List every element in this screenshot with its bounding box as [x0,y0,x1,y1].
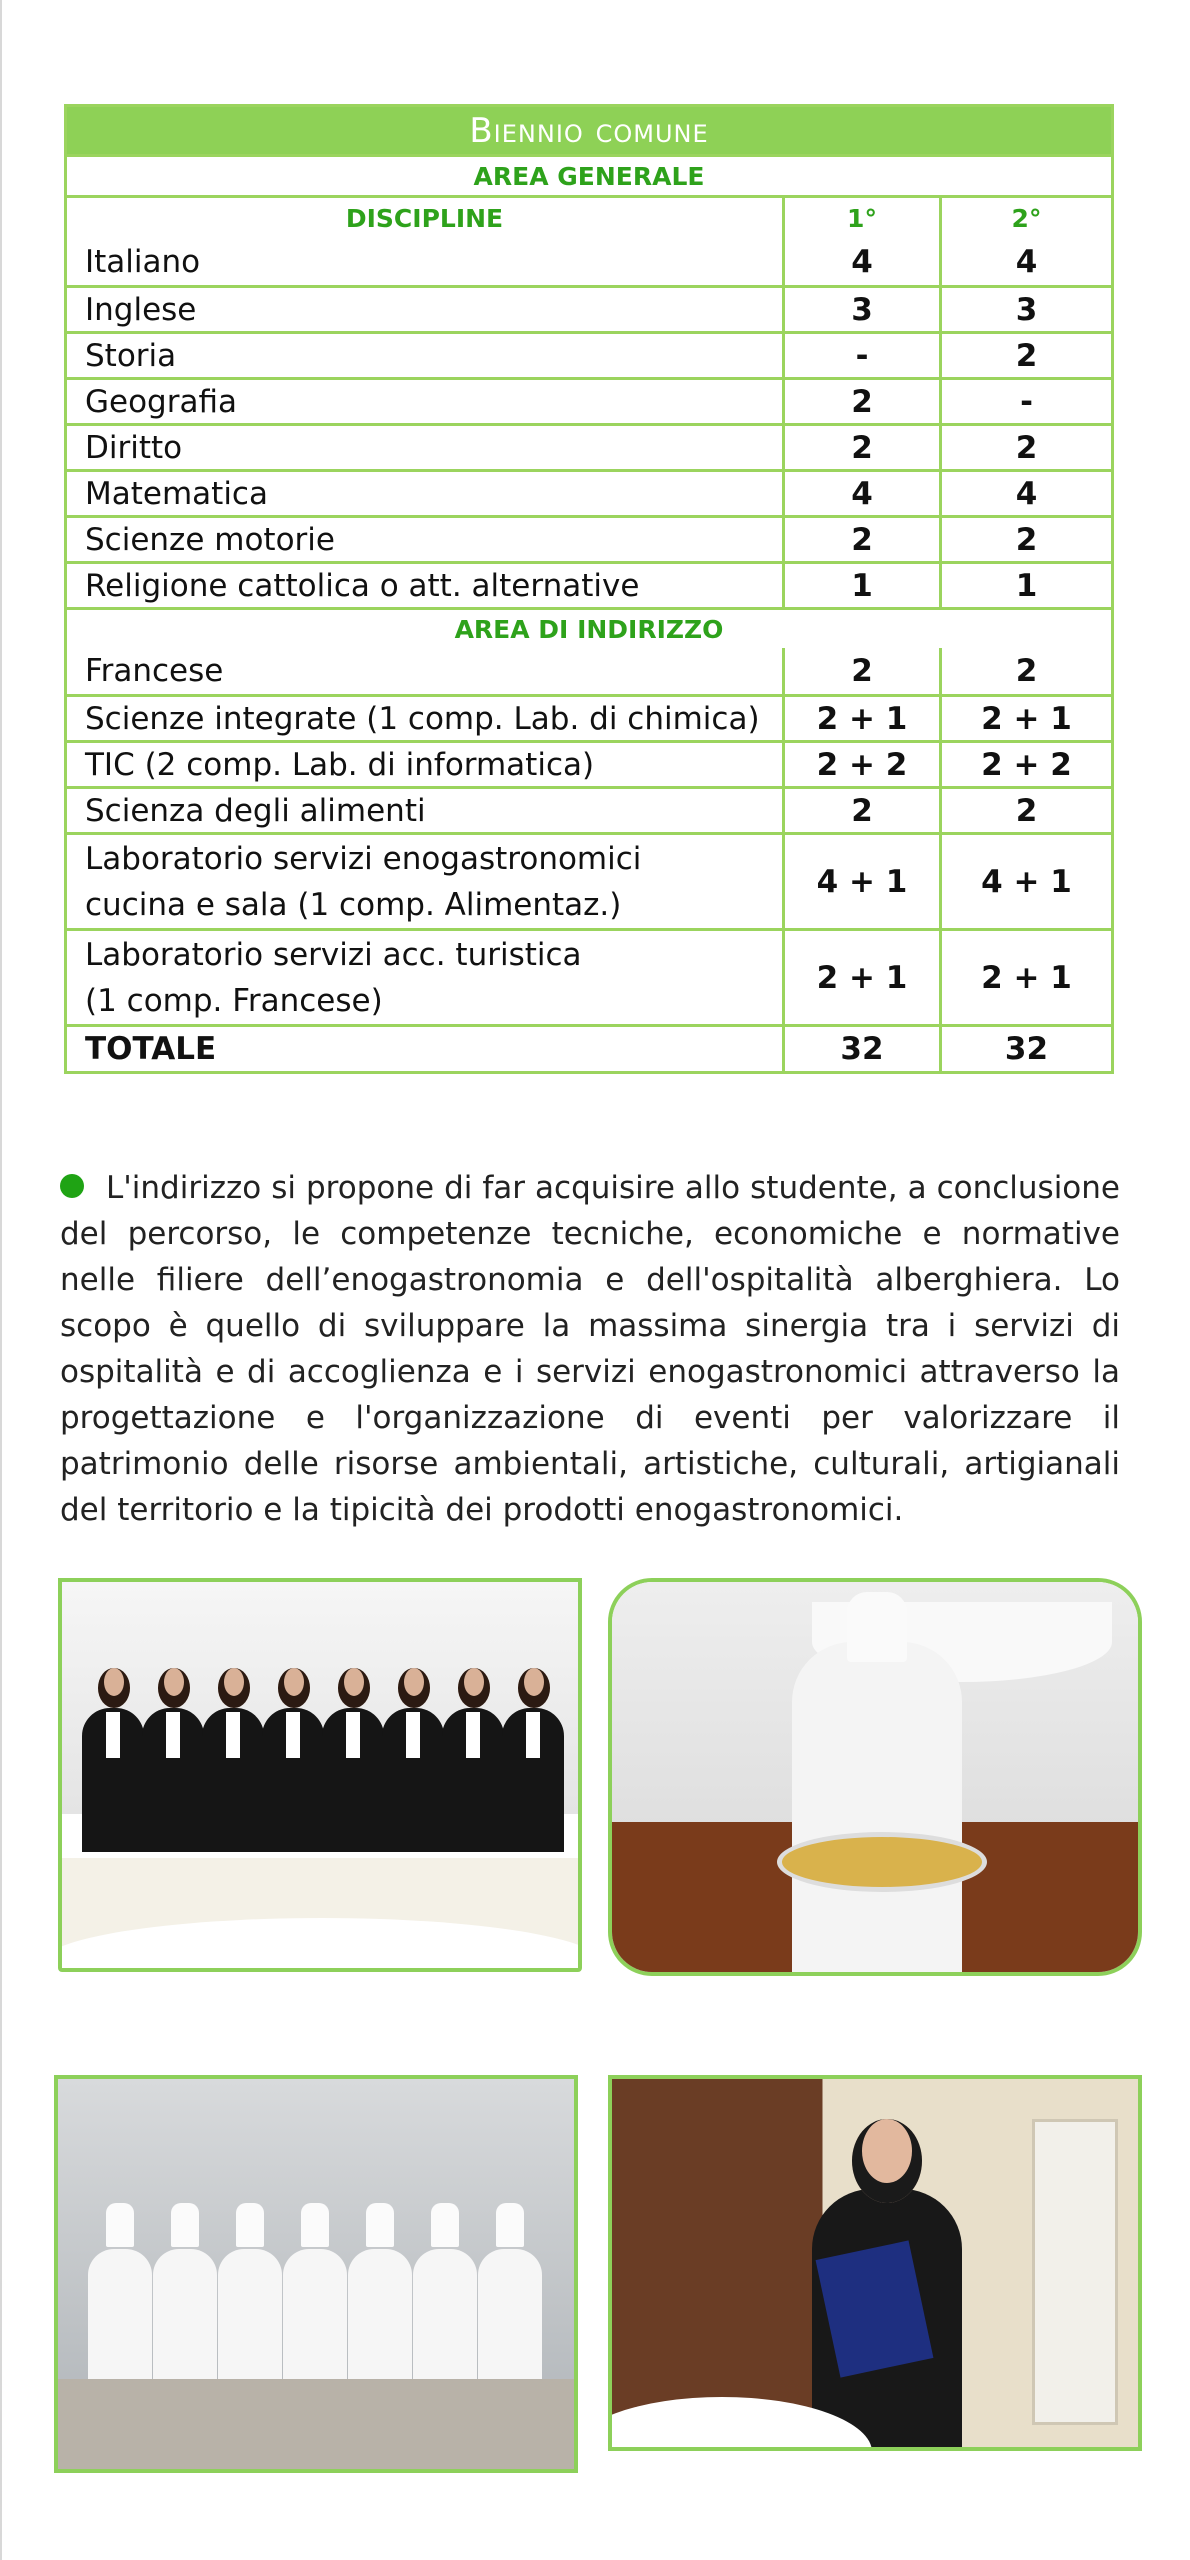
subject-cell: TIC (2 comp. Lab. di informatica) [67,743,785,786]
subject-cell: Scienze integrate (1 comp. Lab. di chimica) [67,697,785,740]
table-row [67,648,1111,694]
year-1-cell: 2 [785,789,942,832]
table-row [67,239,1111,285]
year-2-cell: - [1020,383,1033,420]
year-1-cell: 4 [785,472,942,515]
photo-kitchen-students [54,2075,578,2473]
subject-cell: Francese [67,648,785,694]
year-1-cell: 3 [785,288,942,331]
subject-cell: Matematica [67,472,785,515]
total-year-1: 32 [785,1027,942,1071]
subject-cell: Diritto [67,426,785,469]
year-2-cell: 4 [1015,475,1038,512]
subject-cell: Laboratorio servizi enogastronomici cucina e sala (1 comp. Alimentaz.) [67,835,785,928]
subject-cell: Inglese [67,288,785,331]
year-1-cell: 2 [785,518,942,561]
year-1-cell: 2 [785,426,942,469]
table-row [67,377,1111,423]
year-2-cell: 2 [1015,653,1038,689]
table-row [67,561,1111,607]
year-1-cell: 2 [785,380,942,423]
year-2-cell: 2 + 2 [981,746,1072,783]
table-row [67,928,1111,1024]
header-year-1: 1° [785,198,942,239]
table-row [67,285,1111,331]
photo-hostess-folder [608,2075,1142,2451]
photo-chef-lobby [608,1578,1142,1976]
header-year-2: 2° [1011,204,1042,233]
subject-cell: Laboratorio servizi acc. turistica (1 comp. Francese) [67,931,785,1024]
description-paragraph [60,1165,1120,1533]
subject-cell: Geografia [67,380,785,423]
table-row [67,786,1111,832]
area-generale-heading: AREA GENERALE [67,154,1111,195]
schedule-table [64,104,1114,1074]
table-row [67,331,1111,377]
year-2-cell: 3 [1015,291,1038,328]
total-label: TOTALE [67,1027,785,1071]
table-row [67,740,1111,786]
year-1-cell: 2 + 1 [785,931,942,1024]
table-header-row [67,195,1111,239]
year-2-cell: 2 [1015,337,1038,374]
bullet-icon [60,1174,84,1198]
subject-cell: Italiano [67,239,785,285]
table-row [67,515,1111,561]
year-2-cell: 2 + 1 [981,700,1072,737]
table-banner: Biennio comune [67,107,1111,154]
page-edge-rule [0,0,2,2560]
year-1-cell: 2 + 2 [785,743,942,786]
year-2-cell: 4 + 1 [981,863,1072,900]
total-year-2: 32 [1004,1031,1049,1067]
year-2-cell: 2 [1015,429,1038,466]
description-text: L'indirizzo si propone di far acquisire allo studente, a conclusione del percorso, le competenze tecniche, economiche e normative nelle filiere dell’enogastronomia e dell'ospitalità alberghiera. Lo scopo è quello di sviluppare la massima sinergia tra i servizi di ospitalità e di accoglienza e i servizi enogastronomici attraverso la progettazione e l'organizzazione di eventi per valorizzare il patrimonio delle risorse ambientali, artistiche, culturali, artigianali del territorio e la tipicità dei prodotti enogastronomici. [60,1170,1120,1528]
area-indirizzo-heading: AREA DI INDIRIZZO [67,607,1111,648]
subject-cell: Religione cattolica o att. alternative [67,564,785,607]
subject-cell: Scienza degli alimenti [67,789,785,832]
table-row [67,423,1111,469]
subject-cell: Storia [67,334,785,377]
year-1-cell: 4 + 1 [785,835,942,928]
table-row [67,832,1111,928]
year-1-cell: 2 + 1 [785,697,942,740]
year-2-cell: 4 [1015,244,1038,280]
year-1-cell: 4 [785,239,942,285]
year-1-cell: - [785,334,942,377]
subject-cell: Scienze motorie [67,518,785,561]
year-1-cell: 1 [785,564,942,607]
year-2-cell: 2 [1015,792,1038,829]
year-1-cell: 2 [785,648,942,694]
year-2-cell: 2 + 1 [981,959,1072,996]
photo-waitresses [58,1578,582,1972]
table-row [67,469,1111,515]
table-row [67,694,1111,740]
header-discipline: DISCIPLINE [67,198,785,239]
year-2-cell: 2 [1015,521,1038,558]
year-2-cell: 1 [1015,567,1038,604]
total-row [67,1024,1111,1071]
